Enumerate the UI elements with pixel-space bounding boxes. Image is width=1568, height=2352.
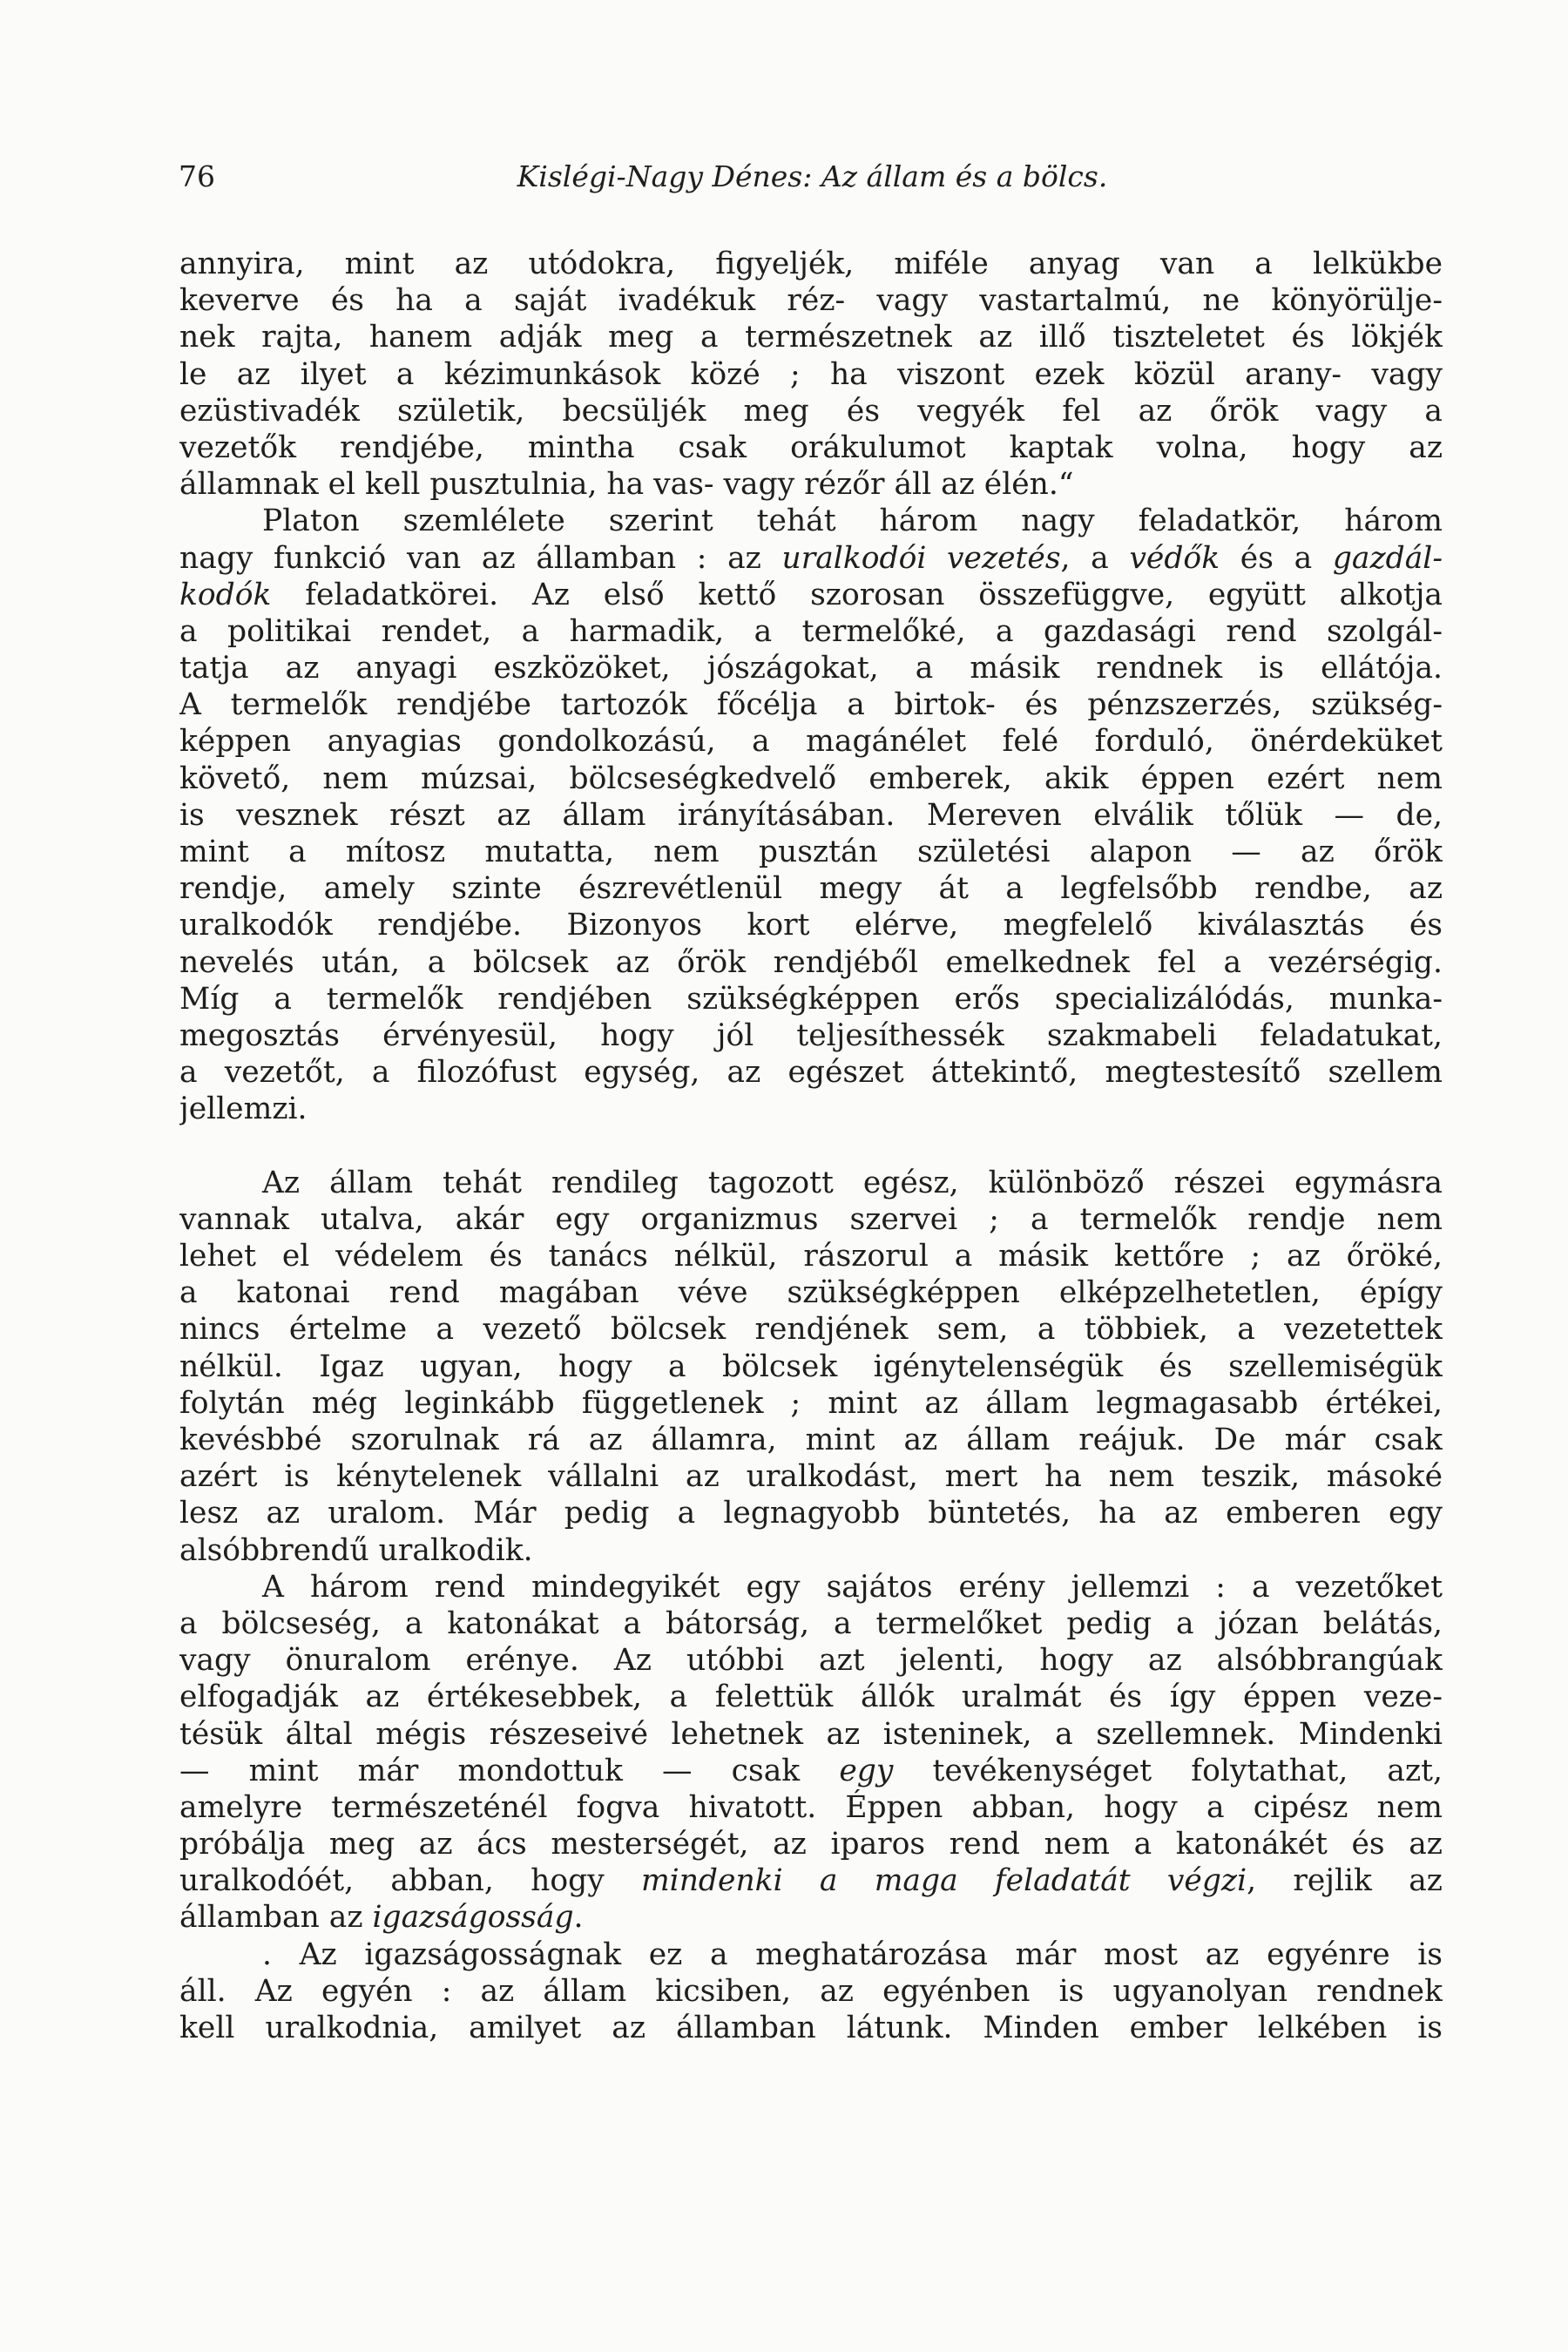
text-segment: nagy funkció van az államban : az [179,540,782,576]
text-segment: , a [1060,540,1130,576]
text-line: vezetők rendjébe, mintha csak orákulumot kaptak volna, hogy az [179,429,1443,465]
text-line: le az ilyet a kézimunkások közé ; ha viszont ezek közül arany- vagy [179,356,1443,392]
text-line: lesz az uralom. Már pedig a legnagyobb büntetés, ha az emberen egy [179,1496,1443,1531]
text-line: tésük által mégis részeseivé lehetnek az isteninek, a szellemnek. Mindenki [179,1716,1443,1752]
text-segment: feladatkörei. Az első kettő szorosan összefüggve, együtt alkotja [271,577,1443,612]
running-title: Kislégi-Nagy Dénes: Az állam és a bölcs. [517,159,1108,193]
text-line: A három rend mindegyikét egy sajátos erény jellemzi : a vezetőket [262,1569,1443,1605]
text-line: . Az igazságosságnak ez a meghatározása már most az egyénre is [262,1936,1443,1972]
text-line: is vesznek részt az állam irányításában. Mereven elválik tőlük — de, [179,797,1443,833]
text-line: amelyre természeténél fogva hivatott. Éppen abban, hogy a cipész nem [179,1789,1443,1825]
text-line [179,1128,1443,1165]
text-segment: államban az [179,1900,373,1936]
text-line: nélkül. Igaz ugyan, hogy a bölcsek igénytelenségük és szellemiségük [179,1348,1443,1384]
emphasis-term: egy [839,1753,894,1788]
text-line-mixed [179,1753,1443,1789]
text-line: államnak el kell pusztulnia, ha vas- vagy rézőr áll az élén.“ [179,467,1074,503]
text-line: kevésbbé szorulnak rá az államra, mint az állam reájuk. De már csak [179,1423,1443,1457]
page-number: 76 [179,159,215,193]
text-line: vagy önuralom erénye. Az utóbbi azt jelenti, hogy az alsóbbrangúak [179,1643,1443,1679]
text-line: nek rajta, hanem adják meg a természetnek az illő tiszteletet és lökjék [179,320,1443,355]
text-line: Az állam tehát rendileg tagozott egész, különböző részei egymásra [262,1165,1443,1200]
text-line: áll. Az egyén : az állam kicsiben, az egyénben is ugyanolyan rendnek [179,1973,1443,2009]
text-line: folytán még leginkább függetlenek ; mint az állam legmagasabb értékei, [179,1385,1443,1421]
text-segment: — mint már mondottuk — csak [179,1753,840,1788]
text-line: azért is kénytelenek vállalni az uralkodást, mert ha nem teszik, másoké [179,1459,1443,1495]
text-line: a katonai rend magában véve szükségképpen elképzelhetetlen, épígy [179,1275,1443,1311]
text-line: ezüstivadék születik, becsüljék meg és vegyék fel az őrök vagy a [179,393,1443,429]
text-line: megosztás érvényesül, hogy jól teljesíthessék szakmabeli feladatukat, [179,1017,1443,1053]
text-line: mint a mítosz mutatta, nem pusztán születési alapon — az őrök [179,835,1443,869]
emphasis-term: uralkodói vezetés [781,540,1061,576]
text-line: uralkodók rendjébe. Bizonyos kort elérve, megfelelő kiválasztás és [179,908,1443,943]
emphasis-term: védők [1129,540,1220,576]
text-segment: tevékenységet folytathat, azt, [893,1753,1443,1788]
text-line: lehet el védelem és tanács nélkül, rászorul a másik kettőre ; az őröké, [179,1239,1443,1274]
text-segment: . [573,1900,584,1936]
emphasis-term: kodók [179,577,272,612]
text-line: vannak utalva, akár egy organizmus szervei ; a termelők rendje nem [179,1201,1443,1237]
text-line-mixed [179,577,1443,613]
text-segment: , rejlik az [1247,1863,1443,1899]
emphasis-term: igazságosság [372,1900,574,1936]
emphasis-term: mindenki a maga feladatát végzi [640,1863,1247,1899]
text-line: alsóbbrendű uralkodik. [179,1532,533,1568]
text-line: A termelők rendjébe tartozók főcélja a birtok- és pénzszerzés, szükség- [179,687,1443,723]
text-line-mixed [179,1862,1443,1899]
text-line: a bölcseség, a katonákat a bátorság, a termelőket pedig a józan belátás, [179,1605,1443,1641]
text-line: rendje, amely szinte észrevétlenül megy át a legfelsőbb rendbe, az [179,871,1443,907]
text-segment: uralkodóét, abban, hogy [179,1863,641,1899]
text-line: Míg a termelők rendjében szükségképpen erős specializálódás, munka- [179,981,1443,1017]
text-line: képpen anyagias gondolkozású, a magánélet felé forduló, önérdeküket [179,724,1443,760]
text-line: kell uralkodnia, amilyet az államban látunk. Minden ember lelkében is [179,2011,1443,2045]
page-header [179,155,1446,199]
text-line: Platon szemlélete szerint tehát három nagy feladatkör, három [262,504,1443,539]
body-text [179,246,1443,2046]
text-line: annyira, mint az utódokra, figyeljék, miféle anyag van a lelkükbe [179,247,1443,281]
text-line: nincs értelme a vezető bölcsek rendjének sem, a többiek, a vezetettek [179,1312,1443,1348]
text-line: a vezetőt, a filozófust egység, az egészet áttekintő, megtestesítő szellem [179,1055,1443,1091]
text-line-mixed [179,540,1443,577]
text-line: elfogadják az értékesebbek, a felettük állók uralmát és így éppen veze- [179,1680,1443,1715]
text-line-mixed [179,1899,1443,1936]
text-line: keverve és ha a saját ivadékuk réz- vagy vastartalmú, ne könyörülje- [179,283,1443,319]
emphasis-term: gazdál- [1332,540,1443,576]
text-line: nevelés után, a bölcsek az őrök rendjéből emelkednek fel a vezérségig. [179,944,1443,980]
text-line: tatja az anyagi eszközöket, jószágokat, a másik rendnek is ellátója. [179,651,1443,686]
text-segment: és a [1220,540,1333,576]
text-line: követő, nem múzsai, bölcseségkedvelő emberek, akik éppen ezért nem [179,760,1443,796]
text-line: próbálja meg az ács mesterségét, az iparos rend nem a katonákét és az [179,1827,1443,1862]
text-line: a politikai rendet, a harmadik, a termelőké, a gazdasági rend szolgál- [179,613,1443,649]
text-line: jellemzi. [179,1092,308,1127]
